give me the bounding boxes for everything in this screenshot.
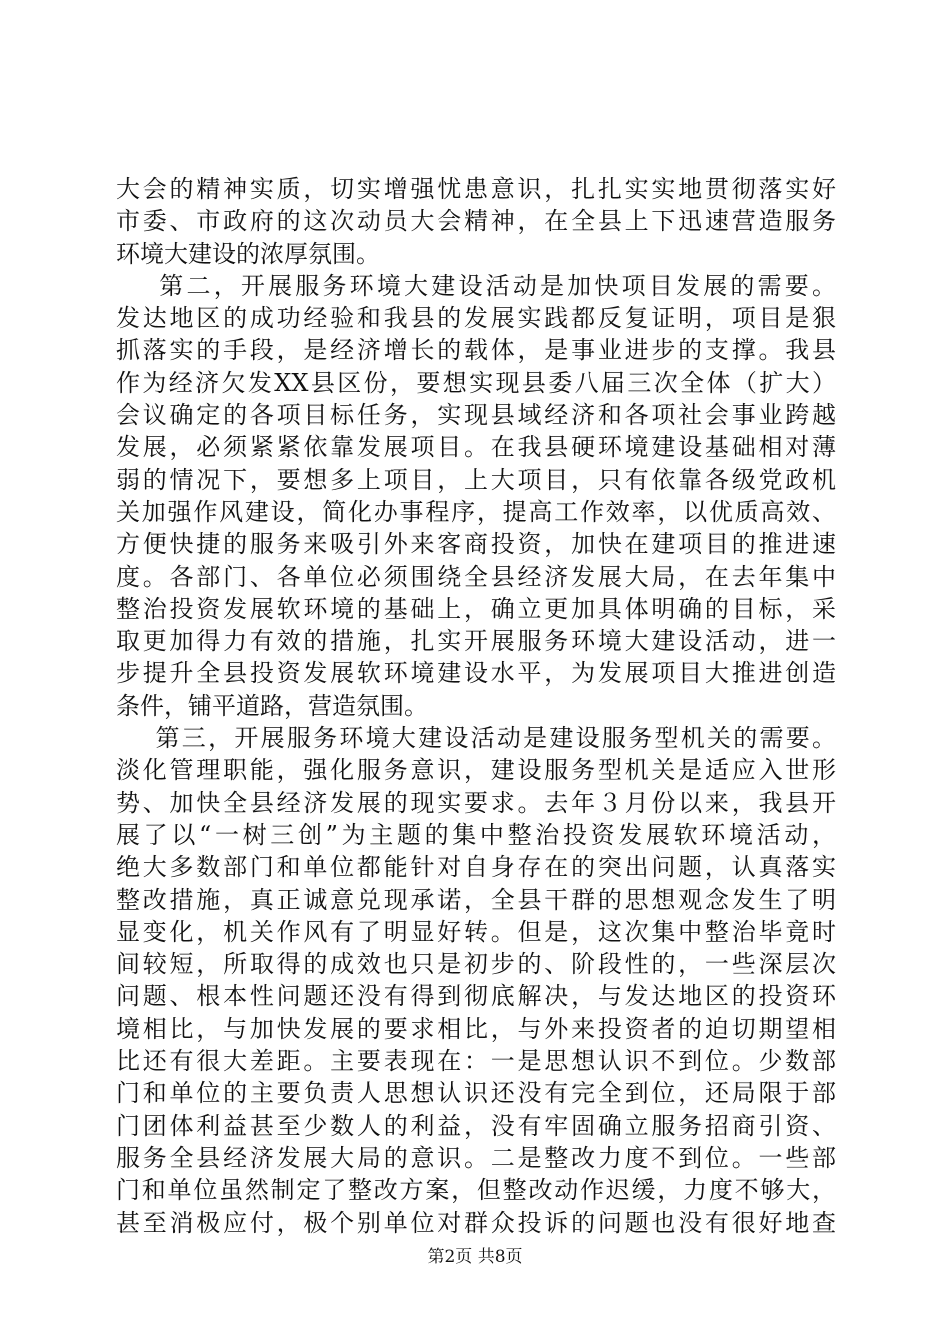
text-line: 第二，开展服务环境大建设活动是加快项目发展的需要。 [116, 271, 836, 300]
text-line: 境相比，与加快发展的要求相比，与外来投资者的迫切期望相 [116, 1014, 836, 1043]
text-line: 问题、根本性问题还没有得到彻底解决，与发达地区的投资环 [116, 982, 836, 1011]
text-line: 势、加快全县经济发展的现实要求。去年３月份以来，我县开 [116, 788, 836, 817]
text-line: 服务全县经济发展大局的意识。二是整改力度不到位。一些部 [116, 1143, 836, 1172]
text-line: 抓落实的手段，是经济增长的载体，是事业进步的支撑。我县 [116, 336, 836, 365]
text-line: 展了以“一树三创”为主题的集中整治投资发展软环境活动， [116, 820, 836, 849]
text-line: 环境大建设的浓厚氛围。 [116, 239, 380, 268]
page-footer: 第2页 共8页 [427, 1247, 523, 1267]
text-line: 取更加得力有效的措施，扎实开展服务环境大建设活动，进一 [116, 627, 836, 656]
text-line: 方便快捷的服务来吸引外来客商投资，加快在建项目的推进速 [116, 530, 836, 559]
text-line: 发达地区的成功经验和我县的发展实践都反复证明，项目是狠 [116, 304, 836, 333]
text-line: 大会的精神实质，切实增强忧患意识，扎扎实实地贯彻落实好 [116, 175, 836, 203]
text-line: 关加强作风建设，简化办事程序，提高工作效率，以优质高效、 [116, 497, 836, 526]
text-line: 弱的情况下，要想多上项目，上大项目，只有依靠各级党政机 [116, 465, 836, 494]
text-line: 整改措施，真正诚意兑现承诺，全县干群的思想观念发生了明 [116, 885, 836, 914]
text-line: 绝大多数部门和单位都能针对自身存在的突出问题，认真落实 [116, 853, 836, 882]
text-line: 市委、市政府的这次动员大会精神，在全县上下迅速营造服务 [116, 207, 836, 236]
text-line: 步提升全县投资发展软环境建设水平，为发展项目大推进创造 [116, 659, 836, 688]
text-line: 淡化管理职能，强化服务意识，建设服务型机关是适应入世形 [116, 756, 836, 785]
text-line: 会议确定的各项目标任务，实现县域经济和各项社会事业跨越 [116, 401, 836, 430]
text-line: 门和单位虽然制定了整改方案，但整改动作迟缓，力度不够大， [116, 1176, 836, 1205]
text-line: 发展，必须紧紧依靠发展项目。在我县硬环境建设基础相对薄 [116, 433, 836, 462]
text-line: 整治投资发展软环境的基础上，确立更加具体明确的目标，采 [116, 594, 836, 623]
text-line: 甚至消极应付，极个别单位对群众投诉的问题也没有很好地查 [116, 1208, 836, 1237]
text-line: 度。各部门、各单位必须围绕全县经济发展大局，在去年集中 [116, 562, 836, 591]
text-line: 门和单位的主要负责人思想认识还没有完全到位，还局限于部 [116, 1079, 836, 1108]
text-line: 显变化，机关作风有了明显好转。但是，这次集中整治毕竟时 [116, 917, 836, 946]
document-body [116, 173, 836, 1239]
text-line: 条件，铺平道路，营造氛围。 [116, 691, 428, 720]
text-line: 门团体利益甚至少数人的利益，没有牢固确立服务招商引资、 [116, 1111, 836, 1140]
text-line: 第三，开展服务环境大建设活动是建设服务型机关的需要。 [116, 724, 836, 753]
text-line: 作为经济欠发XX县区份，要想实现县委八届三次全体（扩大） [116, 368, 836, 397]
text-line: 比还有很大差距。主要表现在：一是思想认识不到位。少数部 [116, 1047, 836, 1076]
text-line: 间较短，所取得的成效也只是初步的、阶段性的，一些深层次 [116, 950, 836, 979]
